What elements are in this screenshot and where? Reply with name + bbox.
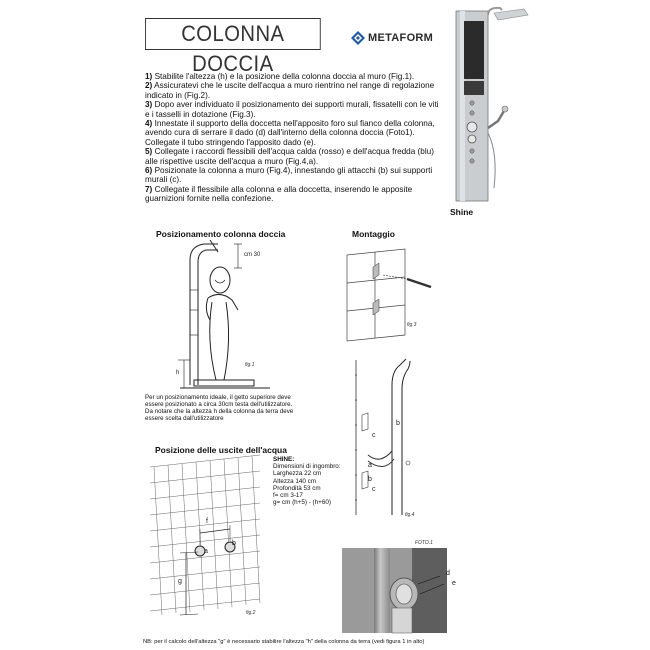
- figure-4-mounting: [350, 355, 430, 520]
- label-b-lower: b: [368, 476, 372, 483]
- footnote: NB: per il calcolo dell'altezza "g" è necessario stabilire l'altezza "h" della colonna da terra (vedi figura 1 in alto): [143, 639, 425, 645]
- instruction-item: 1) Stabilite l'altezza (h) e la posizione della colonna doccia al muro (Fig.1).: [145, 72, 415, 81]
- instruction-item: 5) Collegate i raccordi flessibili dell'acqua calda (rosso) e dell'acqua fredda (blu) alle rispettive uscite dell'acqua a muro (Fig.4,a).: [145, 147, 434, 166]
- fig3-label: fig.3: [407, 322, 417, 328]
- brand-logo: [351, 31, 433, 45]
- fig1-label: fig.1: [245, 362, 255, 368]
- g-dimension-label: g: [178, 578, 182, 585]
- outlet-label-b: b: [232, 540, 236, 547]
- label-b-upper: b: [396, 420, 400, 427]
- instruction-item: 7) Collegate il flessibile alla colonna e alla doccetta, inserendo le apposite guarnizioni fornite nella confezione.: [145, 184, 413, 204]
- label-d: d: [446, 570, 450, 577]
- outlet-label-a: a: [204, 548, 208, 555]
- spec-g: g= cm (h+5) - (h+60): [273, 499, 331, 507]
- positioning-title: Posizionamento colonna doccia: [156, 229, 286, 239]
- spec-width: Larghezza 22 cm: [273, 470, 322, 478]
- metaform-logo-icon: [351, 31, 365, 45]
- f-dimension-label: f: [206, 518, 208, 525]
- photo-1-nut: [342, 548, 447, 633]
- h-label: h: [176, 370, 180, 376]
- figure-2-outlets: [150, 455, 285, 620]
- instructions-list: [145, 72, 445, 204]
- product-label: Shine: [450, 207, 474, 217]
- page-title: COLONNA DOCCIA: [145, 18, 321, 50]
- spec-name: SHINE:: [273, 456, 295, 463]
- product-specs: [273, 456, 353, 506]
- dimension-cm-label: cm 30: [244, 252, 261, 258]
- instruction-item: 2) Assicuratevi che le uscite dell'acqua a muro rientrino nel range di regolazione indicato in (Fig.2).: [145, 81, 435, 100]
- label-c-upper: c: [372, 432, 376, 439]
- fig2-label: fig.2: [246, 610, 256, 616]
- label-a: a: [368, 462, 372, 469]
- positioning-caption: Per un posizionamento ideale, il getto superiore deve essere posizionato a circa 30cm testa dell'utilizzatore. Da notare che la altezza h della colonna da terra deve essere scelta dall'utilizzatore: [145, 394, 294, 423]
- figure-1-positioning: [160, 240, 290, 400]
- fig4-label: fig.4: [405, 512, 415, 518]
- logo-text: METAFORM: [368, 32, 434, 44]
- instruction-item: 4) Innestate il supporto della doccetta nell'apposito foro sul fianco della colonna, avendo cura di serrare il dado (d) dall'interno della colonna doccia (Foto1). Collegate il tubo stringendo l'apposito dado (e).: [145, 119, 435, 147]
- spec-f: f= cm 3-17: [273, 492, 303, 500]
- label-e: e: [452, 580, 456, 587]
- shower-column-photo: [450, 3, 530, 208]
- label-c-lower: c: [372, 486, 376, 493]
- instruction-item: 6) Posizionate la colonna a muro (Fig.4), innestando gli attacchi (b) sui supporti murali (c).: [145, 166, 433, 185]
- instruction-item: 3) Dopo aver individuato il posizionamento dei supporti murali, fissatelli con le viti e i tasselli in dotazione (Fig.3).: [145, 100, 439, 119]
- mounting-title: Montaggio: [352, 229, 395, 239]
- photo1-label: FOTO.1: [415, 540, 433, 546]
- spec-height: Altezza 140 cm: [273, 477, 317, 485]
- outlets-title: Posizione delle uscite dell'acqua: [155, 445, 287, 455]
- figure-3-tiles: [345, 245, 435, 345]
- spec-dims-title: Dimensioni di ingombro:: [273, 463, 341, 471]
- spec-depth: Profondità 53 cm: [273, 484, 321, 492]
